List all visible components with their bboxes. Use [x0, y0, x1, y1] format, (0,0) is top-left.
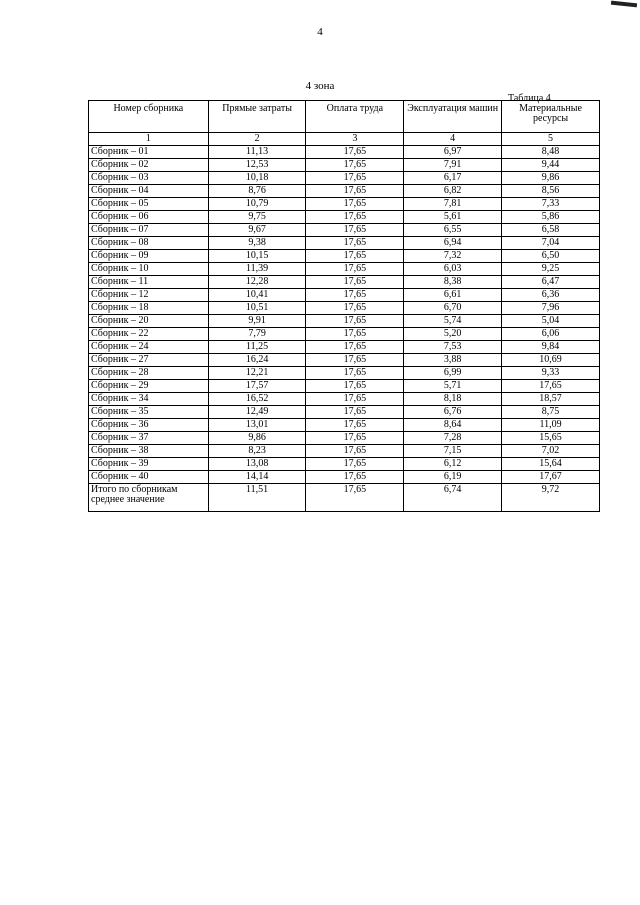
table-row	[89, 315, 600, 328]
machine-operation-cell: 6,70	[404, 302, 502, 315]
table-row	[89, 302, 600, 315]
collection-name-cell: Сборник – 12	[89, 289, 209, 302]
direct-costs-cell: 14,14	[208, 471, 306, 484]
labor-costs-cell: 17,65	[306, 185, 404, 198]
material-resources-cell: 6,36	[502, 289, 600, 302]
collection-name-cell: Сборник – 09	[89, 250, 209, 263]
table-row	[89, 263, 600, 276]
table-row	[89, 341, 600, 354]
material-resources-cell: 6,47	[502, 276, 600, 289]
material-resources-cell: 7,33	[502, 198, 600, 211]
material-resources-cell: 17,65	[502, 380, 600, 393]
labor-costs-cell: 17,65	[306, 250, 404, 263]
labor-costs-cell: 17,65	[306, 315, 404, 328]
header-material-resources: Материальные ресурсы	[502, 101, 600, 133]
machine-operation-cell: 5,71	[404, 380, 502, 393]
machine-operation-cell: 6,19	[404, 471, 502, 484]
collection-name-cell: Сборник – 07	[89, 224, 209, 237]
labor-costs-cell: 17,65	[306, 159, 404, 172]
scan-corner-mark	[611, 1, 637, 8]
material-resources-cell: 10,69	[502, 354, 600, 367]
material-resources-cell: 8,56	[502, 185, 600, 198]
total-label-line2: среднее значение	[91, 494, 165, 505]
labor-costs-cell: 17,65	[306, 354, 404, 367]
direct-costs-cell: 8,76	[208, 185, 306, 198]
collection-name-cell: Сборник – 01	[89, 146, 209, 159]
material-resources-cell: 5,86	[502, 211, 600, 224]
direct-costs-cell: 10,15	[208, 250, 306, 263]
table-row	[89, 185, 600, 198]
labor-costs-cell: 17,65	[306, 458, 404, 471]
direct-costs-cell: 12,49	[208, 406, 306, 419]
collection-name-cell: Сборник – 35	[89, 406, 209, 419]
header-collection-number: Номер сборника	[89, 101, 209, 133]
labor-costs-cell: 17,65	[306, 172, 404, 185]
material-resources-cell: 8,48	[502, 146, 600, 159]
collection-name-cell: Сборник – 08	[89, 237, 209, 250]
material-resources-cell: 5,04	[502, 315, 600, 328]
total-label	[89, 484, 209, 512]
collection-name-cell: Сборник – 29	[89, 380, 209, 393]
total-label-line1: Итого по сборникам	[91, 484, 178, 495]
material-resources-cell: 6,06	[502, 328, 600, 341]
labor-costs-cell: 17,65	[306, 380, 404, 393]
table-row	[89, 354, 600, 367]
machine-operation-cell: 6,94	[404, 237, 502, 250]
machine-operation-cell: 8,18	[404, 393, 502, 406]
collection-name-cell: Сборник – 24	[89, 341, 209, 354]
direct-costs-cell: 12,53	[208, 159, 306, 172]
machine-operation-cell: 6,03	[404, 263, 502, 276]
labor-costs-cell: 17,65	[306, 406, 404, 419]
collection-name-cell: Сборник – 40	[89, 471, 209, 484]
machine-operation-cell: 5,61	[404, 211, 502, 224]
collection-name-cell: Сборник – 34	[89, 393, 209, 406]
collection-name-cell: Сборник – 27	[89, 354, 209, 367]
table-row	[89, 146, 600, 159]
header-machine-operation: Эксплуатация машин	[404, 101, 502, 133]
collection-name-cell: Сборник – 38	[89, 445, 209, 458]
labor-costs-cell: 17,65	[306, 328, 404, 341]
header-direct-costs: Прямые затраты	[208, 101, 306, 133]
direct-costs-cell: 13,08	[208, 458, 306, 471]
direct-costs-cell: 17,57	[208, 380, 306, 393]
table-row	[89, 159, 600, 172]
labor-costs-cell: 17,65	[306, 211, 404, 224]
material-resources-cell: 8,75	[502, 406, 600, 419]
machine-operation-cell: 8,38	[404, 276, 502, 289]
machine-operation-cell: 6,82	[404, 185, 502, 198]
direct-costs-cell: 9,38	[208, 237, 306, 250]
machine-operation-cell: 6,99	[404, 367, 502, 380]
material-resources-cell: 9,44	[502, 159, 600, 172]
direct-costs-cell: 16,24	[208, 354, 306, 367]
labor-costs-cell: 17,65	[306, 341, 404, 354]
labor-costs-cell: 17,65	[306, 445, 404, 458]
collection-name-cell: Сборник – 11	[89, 276, 209, 289]
material-resources-cell: 9,84	[502, 341, 600, 354]
machine-operation-cell: 7,81	[404, 198, 502, 211]
direct-costs-cell: 11,39	[208, 263, 306, 276]
column-number: 1	[89, 133, 209, 146]
column-number: 4	[404, 133, 502, 146]
direct-costs-cell: 12,21	[208, 367, 306, 380]
labor-costs-cell: 17,65	[306, 471, 404, 484]
direct-costs-cell: 11,25	[208, 341, 306, 354]
table-row	[89, 445, 600, 458]
header-labor-costs: Оплата труда	[306, 101, 404, 133]
collection-name-cell: Сборник – 20	[89, 315, 209, 328]
data-table	[88, 100, 600, 512]
labor-costs-cell: 17,65	[306, 302, 404, 315]
machine-operation-cell: 6,76	[404, 406, 502, 419]
table-row	[89, 406, 600, 419]
direct-costs-cell: 13,01	[208, 419, 306, 432]
material-resources-cell: 11,09	[502, 419, 600, 432]
table-row	[89, 419, 600, 432]
table-row	[89, 328, 600, 341]
material-resources-cell: 18,57	[502, 393, 600, 406]
direct-costs-cell: 9,86	[208, 432, 306, 445]
direct-costs-cell: 10,79	[208, 198, 306, 211]
direct-costs-cell: 8,23	[208, 445, 306, 458]
table-row	[89, 211, 600, 224]
collection-name-cell: Сборник – 05	[89, 198, 209, 211]
collection-name-cell: Сборник – 10	[89, 263, 209, 276]
zone-title: 4 зона	[305, 80, 335, 92]
table-row	[89, 289, 600, 302]
table-row	[89, 250, 600, 263]
machine-operation-cell: 8,64	[404, 419, 502, 432]
table-row	[89, 471, 600, 484]
machine-operation-cell: 6,97	[404, 146, 502, 159]
total-direct-costs: 11,51	[208, 484, 306, 512]
material-resources-cell: 7,04	[502, 237, 600, 250]
table-row	[89, 393, 600, 406]
column-number: 5	[502, 133, 600, 146]
material-resources-cell: 15,65	[502, 432, 600, 445]
labor-costs-cell: 17,65	[306, 146, 404, 159]
labor-costs-cell: 17,65	[306, 263, 404, 276]
collection-name-cell: Сборник – 06	[89, 211, 209, 224]
table-label: Таблица 4	[508, 93, 551, 104]
material-resources-cell: 9,86	[502, 172, 600, 185]
machine-operation-cell: 7,53	[404, 341, 502, 354]
machine-operation-cell: 5,20	[404, 328, 502, 341]
labor-costs-cell: 17,65	[306, 224, 404, 237]
material-resources-cell: 7,96	[502, 302, 600, 315]
direct-costs-cell: 10,41	[208, 289, 306, 302]
machine-operation-cell: 7,91	[404, 159, 502, 172]
direct-costs-cell: 7,79	[208, 328, 306, 341]
total-row	[89, 484, 600, 512]
material-resources-cell: 17,67	[502, 471, 600, 484]
column-number: 3	[306, 133, 404, 146]
table-row	[89, 432, 600, 445]
direct-costs-cell: 12,28	[208, 276, 306, 289]
machine-operation-cell: 6,55	[404, 224, 502, 237]
machine-operation-cell: 7,15	[404, 445, 502, 458]
machine-operation-cell: 5,74	[404, 315, 502, 328]
direct-costs-cell: 10,51	[208, 302, 306, 315]
table-row	[89, 198, 600, 211]
total-machine-operation: 6,74	[404, 484, 502, 512]
labor-costs-cell: 17,65	[306, 289, 404, 302]
table-row	[89, 367, 600, 380]
machine-operation-cell: 7,28	[404, 432, 502, 445]
machine-operation-cell: 6,17	[404, 172, 502, 185]
table-body	[89, 146, 600, 484]
machine-operation-cell: 3,88	[404, 354, 502, 367]
direct-costs-cell: 9,67	[208, 224, 306, 237]
table-row	[89, 458, 600, 471]
machine-operation-cell: 6,61	[404, 289, 502, 302]
collection-name-cell: Сборник – 22	[89, 328, 209, 341]
labor-costs-cell: 17,65	[306, 276, 404, 289]
page-number: 4	[317, 26, 323, 38]
material-resources-cell: 7,02	[502, 445, 600, 458]
material-resources-cell: 15,64	[502, 458, 600, 471]
machine-operation-cell: 6,12	[404, 458, 502, 471]
direct-costs-cell: 9,91	[208, 315, 306, 328]
labor-costs-cell: 17,65	[306, 198, 404, 211]
labor-costs-cell: 17,65	[306, 237, 404, 250]
material-resources-cell: 6,58	[502, 224, 600, 237]
collection-name-cell: Сборник – 37	[89, 432, 209, 445]
total-labor-costs: 17,65	[306, 484, 404, 512]
table-row	[89, 237, 600, 250]
direct-costs-cell: 9,75	[208, 211, 306, 224]
labor-costs-cell: 17,65	[306, 432, 404, 445]
collection-name-cell: Сборник – 04	[89, 185, 209, 198]
collection-name-cell: Сборник – 39	[89, 458, 209, 471]
total-material-resources: 9,72	[502, 484, 600, 512]
header-row	[89, 101, 600, 133]
labor-costs-cell: 17,65	[306, 367, 404, 380]
table-row	[89, 224, 600, 237]
machine-operation-cell: 7,32	[404, 250, 502, 263]
material-resources-cell: 6,50	[502, 250, 600, 263]
column-number: 2	[208, 133, 306, 146]
table-row	[89, 276, 600, 289]
collection-name-cell: Сборник – 18	[89, 302, 209, 315]
labor-costs-cell: 17,65	[306, 393, 404, 406]
collection-name-cell: Сборник – 36	[89, 419, 209, 432]
collection-name-cell: Сборник – 02	[89, 159, 209, 172]
direct-costs-cell: 11,13	[208, 146, 306, 159]
material-resources-cell: 9,33	[502, 367, 600, 380]
table-row	[89, 380, 600, 393]
table-row	[89, 172, 600, 185]
collection-name-cell: Сборник – 28	[89, 367, 209, 380]
labor-costs-cell: 17,65	[306, 419, 404, 432]
column-number-row	[89, 133, 600, 146]
material-resources-cell: 9,25	[502, 263, 600, 276]
direct-costs-cell: 16,52	[208, 393, 306, 406]
direct-costs-cell: 10,18	[208, 172, 306, 185]
collection-name-cell: Сборник – 03	[89, 172, 209, 185]
